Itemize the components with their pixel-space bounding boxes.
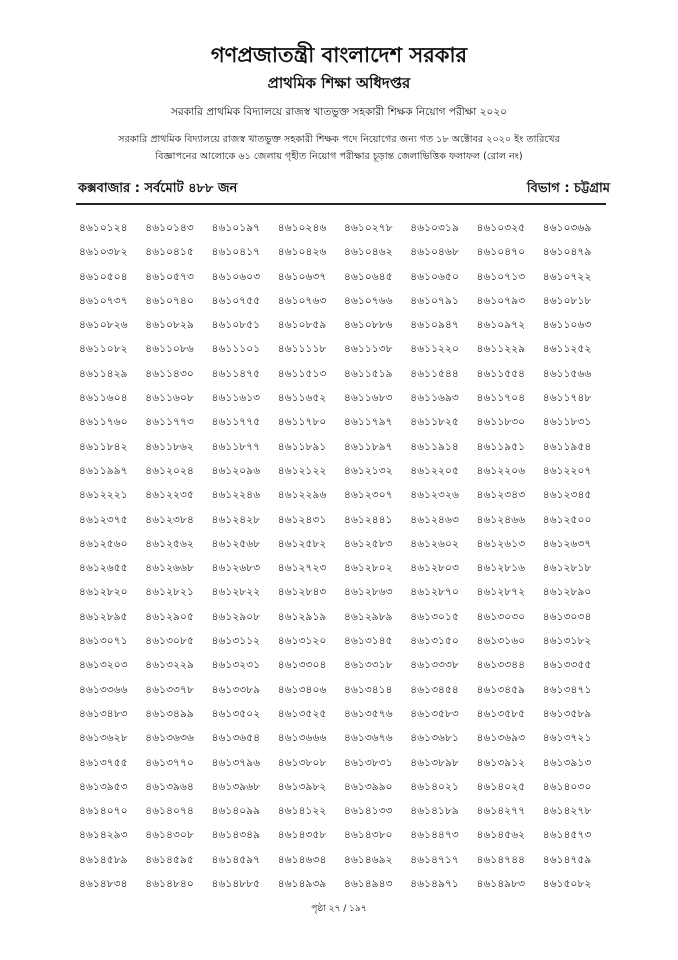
roll-number-cell: ৪৬১৩৪৫৪: [410, 683, 459, 696]
roll-number-cell: ৪৬১৪২৭৭: [476, 805, 526, 818]
district-total-label: কক্সবাজার : সর্বমোট ৪৮৮ জন: [78, 181, 238, 196]
roll-number-cell: ৪৬১৩২৩১: [211, 659, 261, 672]
roll-number-cell: ৪৬১৩৮৩১: [344, 756, 393, 769]
roll-number-cell: ৪৬১০১৯৭: [211, 222, 261, 234]
roll-number-cell: ৪৬১৩৩৪৪: [476, 659, 526, 672]
roll-number-cell: ৪৬১২৮০৩: [410, 562, 459, 575]
roll-number-cell: ৪৬১২৮২১: [145, 586, 194, 599]
roll-number-cell: ৪৬১১৭৭৩: [145, 416, 194, 429]
roll-number-cell: ৪৬১০৬৪৫: [344, 270, 393, 283]
roll-number-cell: ৪৬১৪৫৮৯: [79, 853, 128, 866]
roll-number-cell: ৪৬১৪৪৭৩: [410, 829, 459, 842]
roll-number-cell: ৪৬১১৬০৪: [79, 392, 128, 405]
roll-number-cell: ৪৬১৪৫৭৩: [542, 829, 592, 842]
roll-number-cell: ৪৬১৩০৩০: [476, 610, 526, 623]
roll-number-cell: ৪৬১১৭৪৮: [542, 392, 592, 405]
roll-number-cell: ৪৬১৩৭৫৫: [79, 756, 128, 769]
roll-number-cell: ৪৬১১৯৫১: [476, 440, 526, 453]
roll-number-cell: ৪৬১৩১৫০: [410, 635, 459, 648]
roll-number-cell: ৪৬১৩৫৮৩: [410, 707, 459, 720]
roll-number-cell: ৪৬১০৮২৬: [79, 319, 128, 332]
roll-number-cell: ৪৬১৪৩৪৯: [211, 829, 261, 842]
roll-number-cell: ৪৬১০৭৬৬: [344, 294, 393, 307]
roll-number-cell: ৪৬১০৩৬৯: [542, 222, 592, 234]
roll-number-cell: ৪৬১২৫৬০: [79, 537, 128, 550]
roll-number-cell: ৪৬১১৫৪৪: [410, 367, 459, 380]
roll-number-cell: ৪৬১২২৯৬: [277, 489, 327, 502]
roll-number-cell: ৪৬১৩১২০: [277, 635, 327, 648]
notice-text: [40, 131, 638, 165]
roll-number-cell: ৪৬১২৪৩১: [277, 513, 327, 526]
roll-number-cell: ৪৬১৩৩৩৮: [410, 659, 459, 672]
roll-number-cell: ৪৬১১৮৬২: [145, 440, 194, 453]
roll-number-cell: ৪৬১৩৮০৮: [277, 756, 327, 769]
roll-number-cell: ৪৬১৪০৭০: [79, 805, 128, 818]
roll-number-cell: ৪৬১০৪৭০: [476, 246, 526, 259]
roll-number-cell: ৪৬১২৬৮৩: [211, 562, 261, 575]
roll-number-cell: ৪৬১১৬০৮: [145, 392, 194, 405]
roll-number-cell: ৪৬১৩০১৫: [410, 610, 459, 623]
roll-number-table: [76, 216, 606, 896]
roll-number-cell: ৪৬১০৮৮৬: [344, 319, 393, 332]
roll-number-cell: ৪৬১৩৪৮৩: [79, 707, 128, 720]
roll-number-cell: ৪৬১৩৯৮২: [277, 780, 327, 793]
roll-number-cell: ৪৬১০৭৬৩: [277, 294, 327, 307]
roll-number-cell: ৪৬১২৩৭৫: [79, 513, 128, 526]
roll-number-cell: ৪৬১৩৮৯৮: [410, 756, 459, 769]
roll-number-cell: ৪৬১২৩২৬: [410, 489, 459, 502]
exam-title: সরকারি প্রাথমিক বিদ্যালয়ে রাজস্ব খাতভুক্ত সহকারী শিক্ষক নিয়োগ পরীক্ষা ২০২০: [171, 106, 507, 118]
roll-number-cell: ৪৬১২০২৪: [145, 464, 194, 477]
roll-number-cell: ৪৬১১০৮৬: [145, 343, 194, 356]
roll-number-cell: ৪৬১০৭১৩: [476, 270, 526, 283]
roll-number-cell: ৪৬১৩৬৫৪: [211, 732, 261, 745]
roll-number-cell: ৪৬১৩৬৯৩: [476, 732, 526, 745]
roll-number-cell: ৪৬১০৩৮২: [79, 246, 128, 259]
roll-number-cell: ৪৬১৩৩৫৫: [542, 659, 592, 672]
roll-number-cell: ৪৬১১০৬৩: [542, 319, 592, 332]
roll-number-cell: ৪৬১৪০২৫: [476, 780, 526, 793]
roll-number-cell: ৪৬১১৮৭৭: [211, 440, 261, 453]
roll-number-cell: ৪৬১৪৯৩৯: [277, 878, 327, 891]
roll-number-cell: ৪৬১৩৬২৮: [79, 732, 128, 745]
roll-number-cell: ৪৬১২৭২৩: [277, 562, 327, 575]
roll-number-cell: ৪৬১৩৩৬৬: [79, 683, 128, 696]
roll-number-cell: ৪৬১০৭২২: [542, 270, 592, 283]
roll-number-cell: ৪৬১১৫১৩: [277, 367, 327, 380]
roll-number-cell: ৪৬১৪৩৫৮: [277, 829, 327, 842]
roll-number-cell: ৪৬১৪৫৯৭: [211, 853, 261, 866]
roll-number-cell: ৪৬১২৮৬৩: [344, 586, 393, 599]
roll-number-cell: ৪৬১১৮৪২: [79, 440, 128, 453]
roll-number-cell: ৪৬১৪৯৪৩: [344, 878, 393, 891]
roll-number-cell: ৪৬১২২৩৫: [145, 489, 194, 502]
roll-number-cell: ৪৬১২৮০২: [344, 562, 393, 575]
roll-number-cell: ৪৬১৪৬৯২: [344, 853, 393, 866]
roll-number-cell: ৪৬১২৫৬২: [145, 537, 194, 550]
roll-number-cell: ৪৬১৩৯৬৮: [211, 780, 261, 793]
roll-number-cell: ৪৬১৩৬৬৬: [277, 732, 327, 745]
roll-number-cell: ৪৬১৪১২২: [277, 805, 327, 818]
division-label: বিভাগ : চট্টগ্রাম: [526, 181, 610, 196]
roll-number-cell: ৪৬১৪৭১৭: [410, 853, 459, 866]
roll-number-cell: ৪৬১৪৭৪৪: [476, 853, 526, 866]
roll-number-cell: ৪৬১৪৩৮০: [344, 829, 393, 842]
roll-number-cell: ৪৬১২৮২০: [79, 586, 128, 599]
roll-number-cell: ৪৬১৩৯৬৪: [145, 780, 194, 793]
roll-number-cell: ৪৬১০৪৬২: [344, 246, 393, 259]
roll-number-cell: ৪৬১০১৪৩: [145, 222, 194, 234]
roll-number-cell: ৪৬১২২০৬: [476, 464, 526, 477]
roll-number-cell: ৪৬১৩০৮৫: [145, 635, 194, 648]
roll-number-cell: ৪৬১৩৯১৩: [542, 756, 592, 769]
roll-number-cell: ৪৬১২০৯৬: [211, 464, 261, 477]
roll-number-cell: ৪৬১১৭৮০: [277, 416, 327, 429]
roll-number-cell: ৪৬১৪০৭৪: [145, 805, 194, 818]
roll-number-cell: ৪৬১৩২২৯: [145, 659, 194, 672]
roll-number-cell: ৪৬১২৬৫৫: [79, 562, 128, 575]
roll-number-cell: ৪৬১২৩৪৫: [542, 489, 592, 502]
roll-number-cell: ৪৬১১৭৯৭: [344, 416, 393, 429]
roll-number-cell: ৪৬১২৯৮৯: [344, 610, 393, 623]
roll-number-cell: ৪৬১১০৮২: [79, 343, 128, 356]
roll-number-cell: ৪৬১০৮৫৯: [277, 319, 327, 332]
roll-number-cell: ৪৬১১১১৮: [277, 343, 327, 356]
roll-number-cell: ৪৬১২৫৮৩: [344, 537, 393, 550]
roll-number-cell: ৪৬১২৪৬৬: [476, 513, 526, 526]
roll-number-cell: ৪৬১১৪২৯: [79, 367, 128, 380]
roll-number-cell: ৪৬১২২৪৬: [211, 489, 261, 502]
roll-number-cell: ৪৬১৪৩০৮: [145, 829, 194, 842]
roll-number-cell: ৪৬১১৮৩০: [476, 416, 526, 429]
roll-number-cell: ৪৬১৪০৯৯: [211, 805, 261, 818]
roll-number-cell: ৪৬১০৩২৫: [476, 222, 526, 234]
roll-number-cell: ৪৬১০৮৫১: [211, 319, 261, 332]
roll-number-cell: ৪৬১০৮১৮: [542, 294, 592, 307]
roll-number-cell: ৪৬১৩৪৭১: [542, 683, 592, 696]
roll-number-cell: ৪৬১২৬১৩: [476, 537, 526, 550]
roll-number-cell: ৪৬১১৪৩০: [145, 367, 194, 380]
notice-line-1: সরকারি প্রাথমিক বিদ্যালয়ে রাজস্ব খাতভুক্ত সহকারী শিক্ষক পদে নিয়োগের জন্য গত ১৮ অক্টোবর ২০২০ ইং তারিখের: [118, 134, 560, 145]
roll-number-cell: ৪৬১৪৮৪০: [145, 878, 194, 891]
roll-number-cell: ৪৬১২৯১৯: [277, 610, 327, 623]
header-divider: [76, 203, 606, 205]
roll-number-cell: ৪৬১৩৯৫৩: [79, 780, 128, 793]
roll-number-cell: ৪৬১১২২০: [410, 343, 459, 356]
roll-number-cell: ৪৬১০৮২৯: [145, 319, 194, 332]
roll-number-cell: ৪৬১৩২০৩: [79, 659, 128, 672]
roll-number-cell: ৪৬১৩৯৯০: [344, 780, 393, 793]
roll-number-cell: ৪৬১২২০৫: [410, 464, 459, 477]
roll-number-cell: ৪৬১৩৭৭০: [145, 756, 194, 769]
roll-number-cell: ৪৬১১৭০৪: [476, 392, 526, 405]
roll-number-cell: ৪৬১০৭৩৭: [79, 294, 128, 307]
roll-number-cell: ৪৬১৩৩৭৮: [145, 683, 194, 696]
roll-number-cell: ৪৬১৩১৮২: [542, 635, 592, 648]
roll-number-cell: ৪৬১২৬৩৭: [542, 537, 592, 550]
roll-number-cell: ৪৬১১৫৬৬: [542, 367, 592, 380]
roll-number-cell: ৪৬১৩৪৫৯: [476, 683, 526, 696]
roll-number-cell: ৪৬১৩৫৮৫: [476, 707, 526, 720]
roll-number-cell: ৪৬১০৭৪০: [145, 294, 194, 307]
roll-number-cell: ৪৬১২৮৪৩: [277, 586, 327, 599]
roll-number-cell: ৪৬১১৫১৯: [344, 367, 393, 380]
roll-number-cell: ৪৬১৫০৮২: [542, 878, 592, 891]
roll-number-cell: ৪৬১১৬৯৩: [410, 392, 459, 405]
roll-number-cell: ৪৬১৩৩৮৯: [211, 683, 261, 696]
roll-number-cell: ৪৬১০২৭৮: [344, 222, 393, 234]
notice-line-2: বিজ্ঞাপনের আলোকে ৬১ জেলায় গৃহীত নিয়োগ পরীক্ষার চূড়ান্ত জেলাভিত্তিক ফলাফল (রোল নং): [155, 151, 523, 162]
roll-number-cell: ৪৬১৪৮৩৪: [79, 878, 128, 891]
roll-number-cell: ৪৬১০১২৪: [79, 222, 128, 234]
roll-number-cell: ৪৬১২৮২২: [211, 586, 261, 599]
roll-number-cell: ৪৬১০৯৭২: [476, 319, 526, 332]
roll-number-cell: ৪৬১৩৬৮১: [410, 732, 459, 745]
roll-number-cell: ৪৬১৪৮৮৫: [211, 878, 261, 891]
roll-number-cell: ৪৬১০৪১৫: [145, 246, 194, 259]
roll-number-cell: ৪৬১৩৭৯৬: [211, 756, 261, 769]
roll-number-cell: ৪৬১৪১৩৩: [344, 805, 393, 818]
roll-number-cell: ৪৬১১৭৬০: [79, 416, 128, 429]
roll-number-cell: ৪৬১১৮৯১: [277, 440, 327, 453]
roll-number-cell: ৪৬১২৬৬৮: [145, 562, 194, 575]
roll-number-cell: ৪৬১৩১১২: [211, 635, 261, 648]
roll-number-cell: ৪৬১২৮৯০: [542, 586, 592, 599]
roll-number-cell: ৪৬১০৭৯১: [410, 294, 459, 307]
roll-number-cell: ৪৬১১৪৭৫: [211, 367, 261, 380]
roll-number-cell: ৪৬১২১২২: [277, 464, 327, 477]
roll-number-cell: ৪৬১৩১৪৫: [344, 635, 393, 648]
roll-number-cell: ৪৬১১৬৫২: [277, 392, 327, 405]
roll-number-cell: ৪৬১১৯১৪: [410, 440, 459, 453]
roll-number-cell: ৪৬১৩৫২৫: [277, 707, 327, 720]
roll-number-cell: ৪৬১২৮৭২: [476, 586, 526, 599]
roll-number-cell: ৪৬১৪১৮৯: [410, 805, 459, 818]
roll-number-cell: ৪৬১২৯০৮: [211, 610, 261, 623]
roll-number-cell: ৪৬১৩৫৭৬: [344, 707, 393, 720]
roll-number-cell: ৪৬১১৮৩১: [542, 416, 592, 429]
roll-number-cell: ৪৬১২১৩২: [344, 464, 393, 477]
roll-number-cell: ৪৬১২৮১৬: [476, 562, 526, 575]
roll-number-cell: ৪৬১২২০৭: [542, 464, 592, 477]
roll-number-cell: ৪৬১১১০১: [211, 343, 261, 356]
roll-number-cell: ৪৬১১২২৯: [476, 343, 526, 356]
government-title: গণপ্রজাতন্ত্রী বাংলাদেশ সরকার: [210, 43, 468, 67]
roll-number-cell: ৪৬১১৭৭৫: [211, 416, 261, 429]
roll-number-cell: ৪৬১৪৫৯৫: [145, 853, 194, 866]
roll-number-cell: ৪৬১২৩০৭: [344, 489, 393, 502]
roll-number-cell: ৪৬১০৩১৯: [410, 222, 459, 234]
roll-number-cell: ৪৬১৩৩১৮: [344, 659, 393, 672]
roll-number-cell: ৪৬১৪০২১: [410, 780, 459, 793]
roll-number-cell: ৪৬১১৬৮৩: [344, 392, 393, 405]
roll-number-cell: ৪৬১০৫৭৩: [145, 270, 194, 283]
roll-number-cell: ৪৬১৩৭২১: [542, 732, 592, 745]
roll-number-cell: ৪৬১২৪৬৩: [410, 513, 459, 526]
roll-number-cell: ৪৬১৪৯৭১: [410, 878, 459, 891]
roll-number-cell: ৪৬১২৯০৫: [145, 610, 194, 623]
roll-number-cell: ৪৬১০৪৭৯: [542, 246, 592, 259]
roll-number-cell: ৪৬১৩৬৩৬: [145, 732, 194, 745]
department-title: প্রাথমিক শিক্ষা অধিদপ্তর: [267, 74, 411, 92]
roll-number-cell: ৪৬১২৪২৮: [211, 513, 261, 526]
roll-number-cell: ৪৬১২৮৭০: [410, 586, 459, 599]
roll-number-cell: ৪৬১৩৪০৬: [277, 683, 327, 696]
roll-number-cell: ৪৬১৩৬৭৬: [344, 732, 393, 745]
roll-number-cell: ৪৬১২৫৬৮: [211, 537, 261, 550]
roll-number-cell: ৪৬১৩৪৯৯: [145, 707, 194, 720]
roll-number-cell: ৪৬১১৬১৩: [211, 392, 261, 405]
roll-number-cell: ৪৬১৪০৩০: [542, 780, 592, 793]
roll-number-cell: ৪৬১১১৩৮: [344, 343, 393, 356]
roll-number-cell: ৪৬১০৭৫৫: [211, 294, 261, 307]
roll-number-cell: ৪৬১০২৪৬: [277, 222, 327, 234]
page-number: পৃষ্ঠা ২৭ / ১৯৭: [311, 904, 367, 914]
roll-number-cell: ৪৬১০৬০৩: [211, 270, 261, 283]
roll-number-cell: ৪৬১২৫০০: [542, 513, 592, 526]
roll-number-cell: ৪৬১১৮২৫: [410, 416, 459, 429]
roll-number-cell: ৪৬১৩০৩৪: [542, 610, 592, 623]
roll-number-cell: ৪৬১০৭৯৩: [476, 294, 526, 307]
roll-number-cell: ৪৬১১৯৫৪: [542, 440, 592, 453]
roll-number-cell: ৪৬১৪৬৩৪: [277, 853, 327, 866]
roll-number-cell: ৪৬১৩৩০৪: [277, 659, 327, 672]
roll-number-cell: ৪৬১০৪২৬: [277, 246, 327, 259]
roll-number-cell: ৪৬১২৩৮৪: [145, 513, 194, 526]
roll-number-cell: ৪৬১০৯৪৭: [410, 319, 459, 332]
roll-number-cell: ৪৬১২২২১: [79, 489, 128, 502]
roll-number-cell: ৪৬১২৮৯৫: [79, 610, 128, 623]
roll-number-cell: ৪৬১২৮১৮: [542, 562, 592, 575]
roll-number-cell: ৪৬১০৫০৪: [79, 270, 128, 283]
roll-number-cell: ৪৬১২৪৪১: [344, 513, 393, 526]
roll-number-cell: ৪৬১১২৫২: [542, 343, 592, 356]
roll-number-cell: ৪৬১৩৫০২: [211, 707, 261, 720]
roll-number-cell: ৪৬১৩০৭১: [79, 635, 128, 648]
roll-number-cell: ৪৬১৩১৬০: [476, 635, 526, 648]
roll-number-cell: ৪৬১১৮৯৭: [344, 440, 393, 453]
roll-number-cell: ৪৬১৩৯১২: [476, 756, 526, 769]
roll-number-cell: ৪৬১২৬০২: [410, 537, 459, 550]
roll-number-cell: ৪৬১২৫৮২: [277, 537, 327, 550]
roll-number-cell: ৪৬১০৪৬৮: [410, 246, 459, 259]
roll-number-cell: ৪৬১০৬৫০: [410, 270, 459, 283]
roll-number-cell: ৪৬১০৬৩৭: [277, 270, 327, 283]
roll-number-cell: ৪৬১৪৭৫৯: [542, 853, 592, 866]
roll-number-cell: ৪৬১২৩৪৩: [476, 489, 526, 502]
roll-number-cell: ৪৬১৪৫৬২: [476, 829, 526, 842]
roll-number-cell: ৪৬১১৯৯৭: [79, 464, 128, 477]
roll-number-cell: ৪৬১৪৯৮৩: [476, 878, 526, 891]
roll-number-cell: ৪৬১০৪১৭: [211, 246, 261, 259]
roll-number-cell: ৪৬১৩৫৮৯: [542, 707, 592, 720]
roll-number-cell: ৪৬১৩৪১৪: [344, 683, 393, 696]
roll-number-cell: ৪৬১১৫৫৪: [476, 367, 526, 380]
roll-number-cell: ৪৬১৪২৭৮: [542, 805, 592, 818]
roll-number-cell: ৪৬১৪২৯৩: [79, 829, 128, 842]
